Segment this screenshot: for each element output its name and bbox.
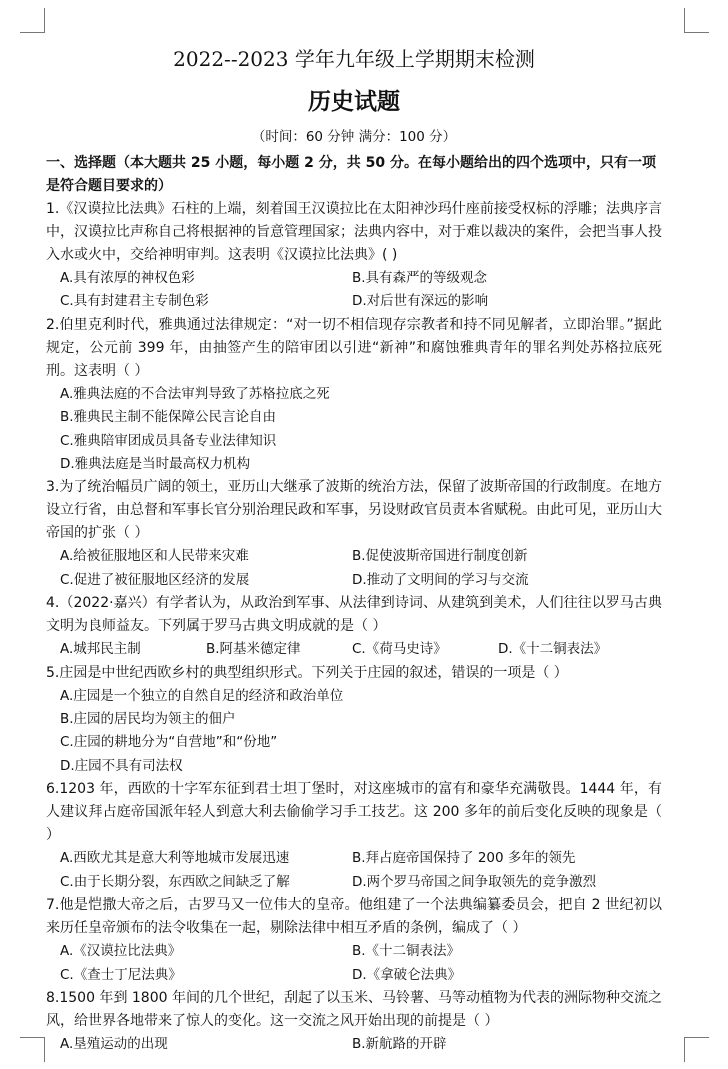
exam-title: 2022--2023 学年九年级上学期期末检测 xyxy=(173,47,535,71)
question xyxy=(46,476,662,592)
question-text: 8.1500 年到 1800 年间的几个世纪，刮起了以玉米、马铃薯、马等动植物为代表的洲际物种交流之风，给世界各地带来了惊人的变化。这一交流之风开始出现的前提是（ ） xyxy=(46,989,662,1029)
option-d[interactable]: D.雅典法庭是当时最高权力机构 xyxy=(60,456,251,473)
option-b[interactable]: B.促使波斯帝国进行制度创新 xyxy=(352,548,528,565)
option-c[interactable]: C.由于长期分裂，东西欧之间缺乏了解 xyxy=(60,873,290,890)
option-d[interactable]: D.两个罗马帝国之间争取领先的竞争激烈 xyxy=(352,873,597,890)
question-text: 6.1203 年，西欧的十字军东征到君士坦丁堡时，对这座城市的富有和豪华充满敬畏。1444 年，有人建议拜占庭帝国派年轻人到意大利去偷偷学习手工技艺。这 200 多年的前后变化反映的现象是（ ） xyxy=(46,781,662,844)
option-a[interactable]: A.庄园是一个独立的自然自足的经济和政治单位 xyxy=(60,687,344,704)
option-a[interactable]: A.雅典法庭的不合法审判导致了苏格拉底之死 xyxy=(60,385,330,402)
option-d[interactable]: D.《十二铜表法》 xyxy=(498,641,608,658)
option-d[interactable]: D.推动了文明间的学习与交流 xyxy=(352,571,529,588)
option-d[interactable]: D.《拿破仑法典》 xyxy=(352,966,462,983)
question xyxy=(46,592,662,661)
question-text: 1.《汉谟拉比法典》石柱的上端，刻着国王汉谟拉比在太阳神沙玛什座前接受权标的浮雕；法典序言中，汉谟拉比声称自己将根据神的旨意管理国家；法典内容中，对于难以裁决的案件，会把当事人投入水或火中，交给神明审判。这表明《汉谟拉比法典》( ) xyxy=(46,201,662,263)
option-d[interactable]: D.庄园不具有司法权 xyxy=(60,757,183,774)
question-text: 4.（2022·嘉兴）有学者认为，从政治到军事、从法律到诗词、从建筑到美术，人们往往以罗马古典文明为良师益友。下列属于罗马古典文明成就的是（ ） xyxy=(46,595,662,635)
subject-title: 历史试题 xyxy=(308,88,400,115)
question xyxy=(46,778,662,894)
question xyxy=(46,662,662,779)
crop-mark-bottom-right xyxy=(684,1037,709,1062)
option-c[interactable]: C.《查士丁尼法典》 xyxy=(60,966,182,983)
option-a[interactable]: A.西欧尤其是意大利等地城市发展迅速 xyxy=(60,850,290,867)
question-text: 3.为了统治幅员广阔的领土，亚历山大继承了波斯的统治方法，保留了波斯帝国的行政制度。在地方设立行省，由总督和军事长官分别治理民政和军事，另设财政官员责本省赋税。由此可见，亚历山大帝国的扩张（ ） xyxy=(46,479,662,542)
option-a[interactable]: A.垦殖运动的出现 xyxy=(60,1035,168,1052)
option-c[interactable]: C.《荷马史诗》 xyxy=(352,641,447,658)
option-b[interactable]: B.《十二铜表法》 xyxy=(352,943,461,960)
option-d[interactable]: D.对后世有深远的影响 xyxy=(352,293,489,310)
option-a[interactable]: A.具有浓厚的神权色彩 xyxy=(60,270,195,286)
option-b[interactable]: B.阿基米德定律 xyxy=(206,641,301,658)
exam-meta: （时间：60 分钟 满分：100 分） xyxy=(251,129,457,145)
section-heading: 一、选择题（本大题共 25 小题，每小题 2 分，共 50 分。在每小题给出的四个选项中，只有一项是符合题目要求的） xyxy=(46,155,656,194)
crop-mark-top-right xyxy=(684,8,709,33)
option-c[interactable]: C.促进了被征服地区经济的发展 xyxy=(60,571,250,588)
option-c[interactable]: C.雅典陪审团成员具备专业法律知识 xyxy=(60,432,277,449)
option-a[interactable]: A.《汉谟拉比法典》 xyxy=(60,943,182,960)
crop-mark-top-left xyxy=(20,8,45,33)
question xyxy=(46,198,662,314)
option-b[interactable]: B.具有森严的等级观念 xyxy=(352,270,488,286)
option-b[interactable]: B.拜占庭帝国保持了 200 多年的领先 xyxy=(352,850,576,867)
question-text: 2.伯里克利时代，雅典通过法律规定：“对一切不相信现存宗教者和持不同见解者，立即治罪。”据此规定，公元前 399 年，由抽签产生的陪审团以引进“新神”和腐蚀雅典青年的罪名判处苏格拉底死刑。这表明（ ） xyxy=(46,316,662,379)
option-a[interactable]: A.给被征服地区和人民带来灾难 xyxy=(60,548,249,565)
question-text: 5.庄园是中世纪西欧乡村的典型组织形式。下列关于庄园的叙述，错误的一项是（ ） xyxy=(46,664,568,681)
question xyxy=(46,987,662,1056)
question-text: 7.他是恺撒大帝之后，古罗马又一位伟大的皇帝。他组建了一个法典编纂委员会，把自 2 世纪初以来历任皇帝颁布的法令收集在一起，剔除法律中相互矛盾的条例，编成了（ ） xyxy=(46,897,662,937)
crop-mark-bottom-left xyxy=(20,1037,45,1062)
question xyxy=(46,894,662,987)
exam-page xyxy=(46,42,662,1056)
option-a[interactable]: A.城邦民主制 xyxy=(60,641,141,658)
option-c[interactable]: C.具有封建君主专制色彩 xyxy=(60,293,209,310)
option-c[interactable]: C.庄园的耕地分为“自营地”和“份地” xyxy=(60,734,278,751)
option-b[interactable]: B.雅典民主制不能保障公民言论自由 xyxy=(60,409,277,426)
option-b[interactable]: B.新航路的开辟 xyxy=(352,1035,447,1052)
question xyxy=(46,314,662,477)
option-b[interactable]: B.庄园的居民均为领主的佃户 xyxy=(60,711,236,728)
